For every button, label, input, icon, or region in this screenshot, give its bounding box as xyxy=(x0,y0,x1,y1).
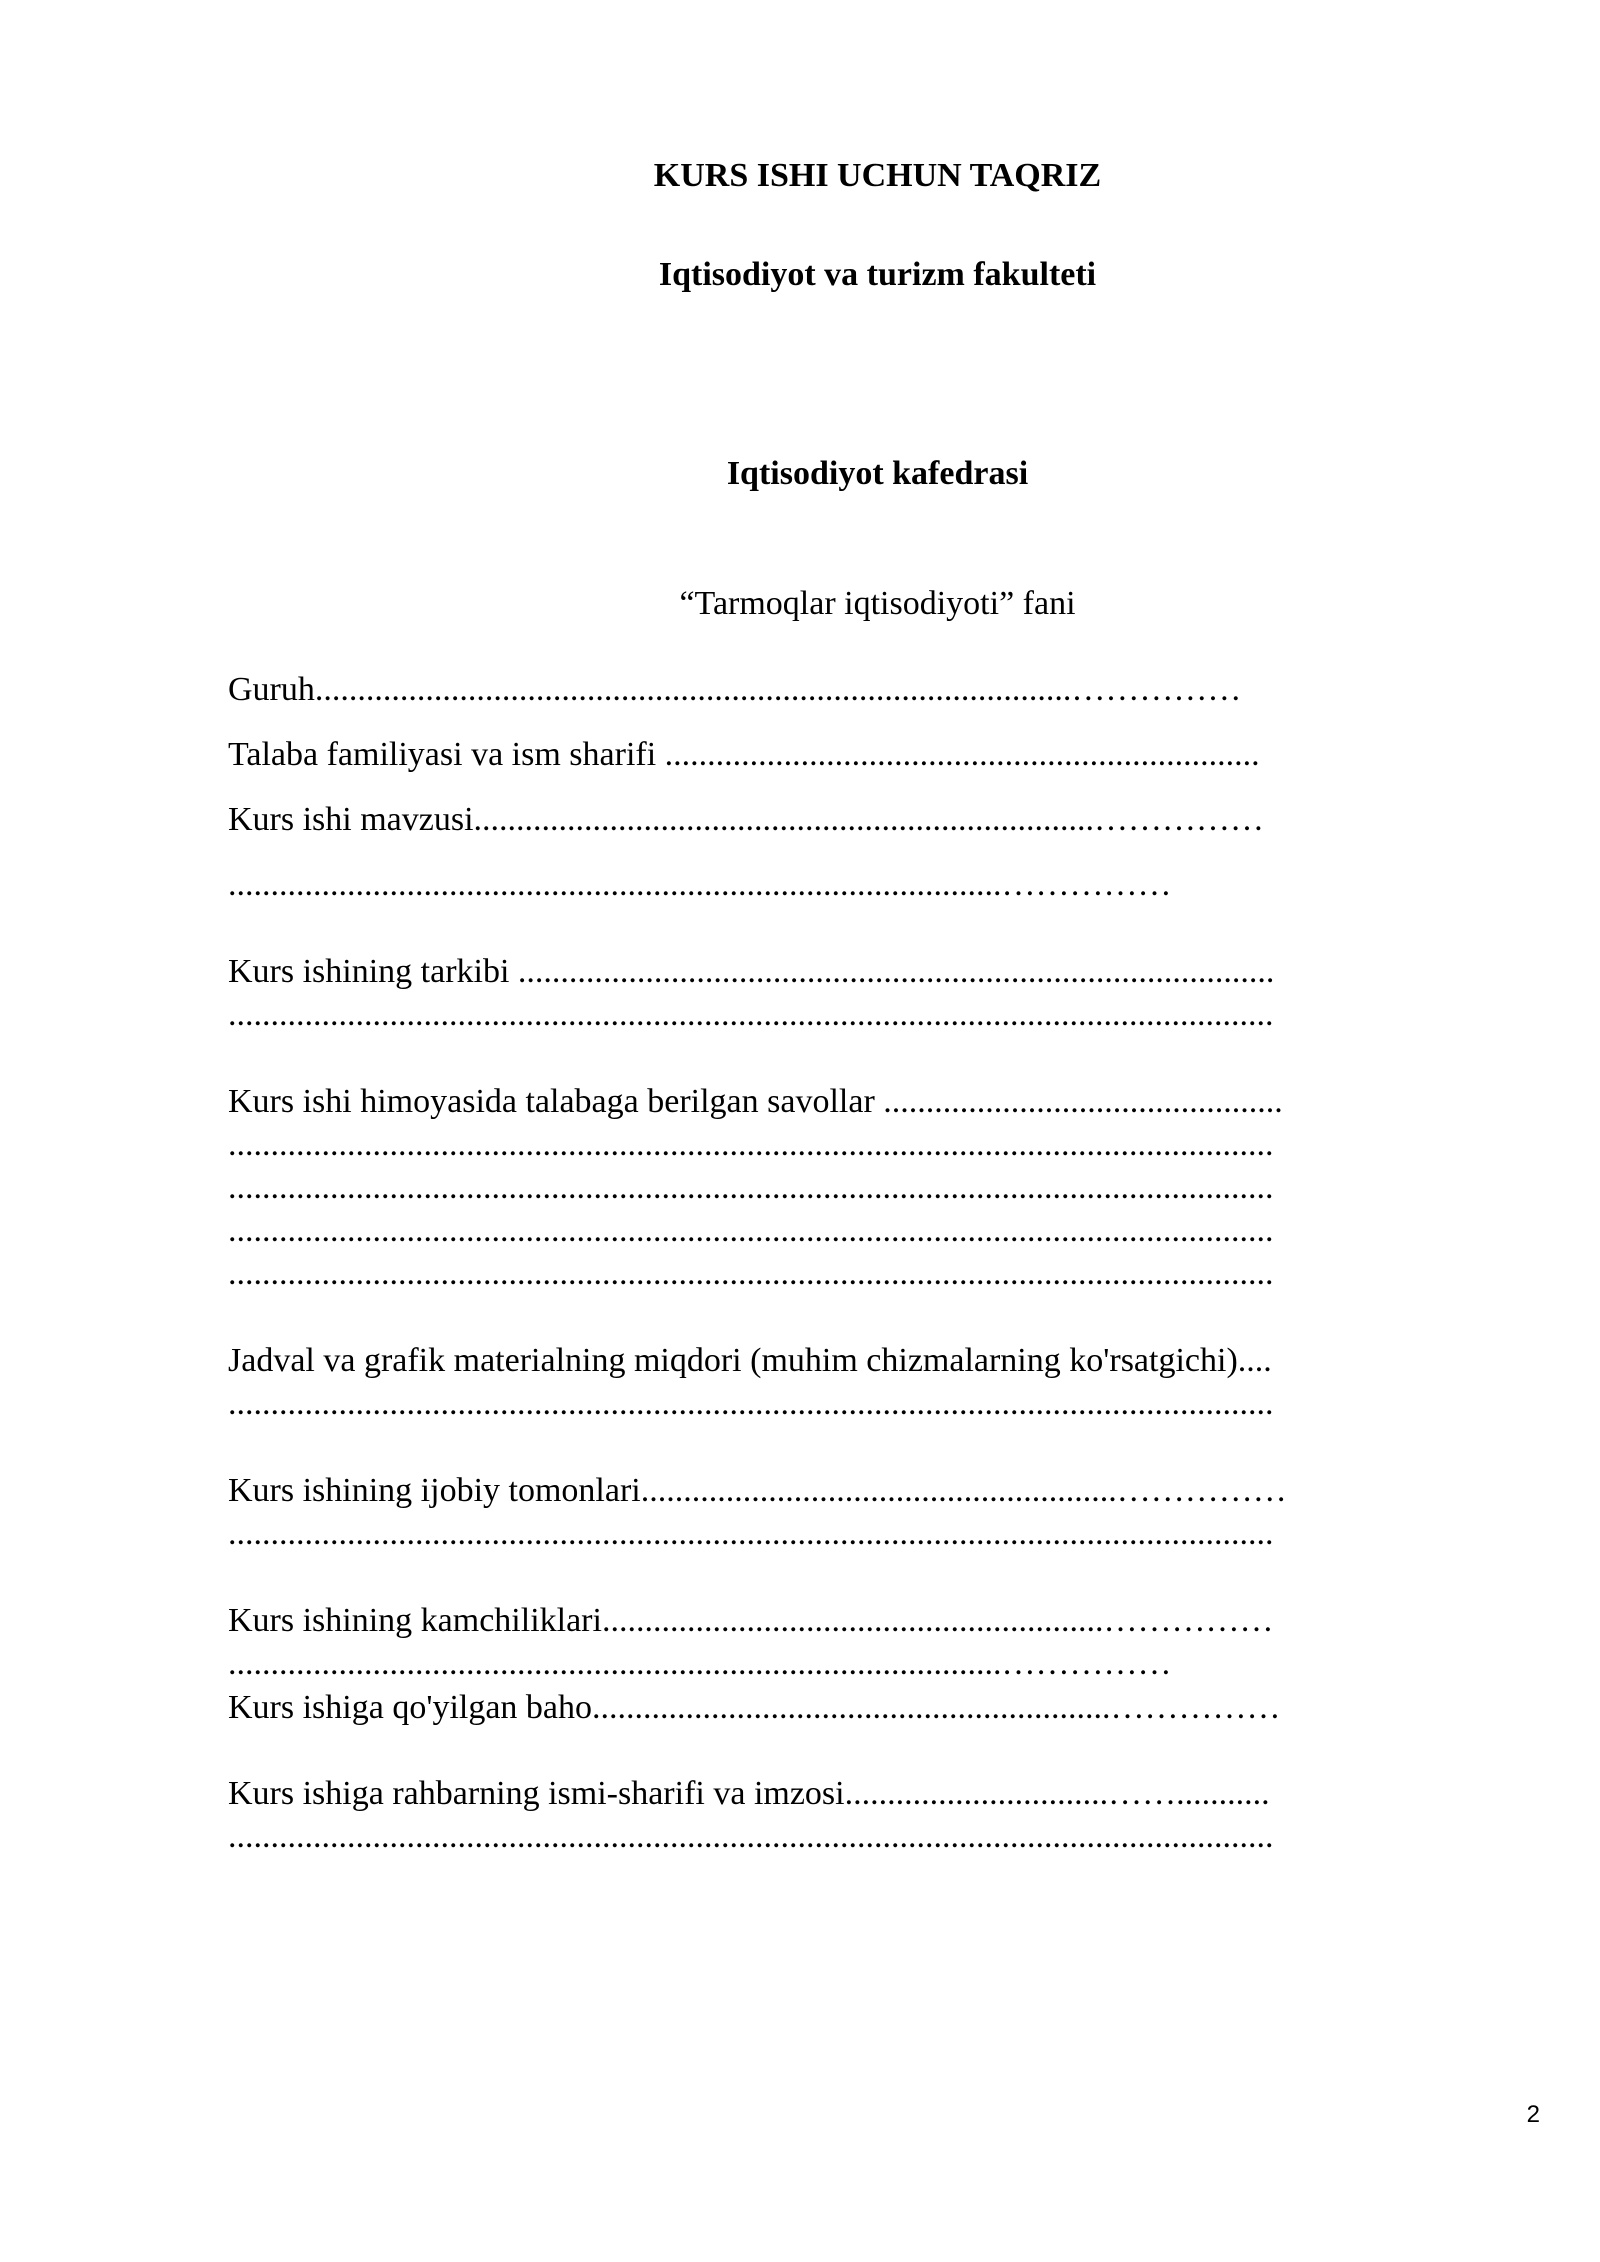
field-tables-graphics-continuation: ........................................................................................................................... xyxy=(228,1385,1274,1422)
document-title: KURS ISHI UCHUN TAQRIZ xyxy=(653,157,1102,194)
field-structure: Kurs ishining tarkibi ......................................................................................... xyxy=(228,953,1275,990)
field-defense-questions: Kurs ishi himoyasida talabaga berilgan savollar ............................................... xyxy=(228,1083,1283,1120)
field-topic-continuation: ...........................................................................................…………… xyxy=(228,866,1172,903)
field-supervisor-signature: Kurs ishiga rahbarning ismi-sharifi va imzosi...............................……........... xyxy=(228,1775,1270,1812)
field-weaknesses: Kurs ishining kamchiliklari...........................................................…………… xyxy=(228,1602,1274,1639)
field-supervisor-signature-continuation: ........................................................................................................................... xyxy=(228,1818,1274,1855)
field-defense-questions-line-4: ........................................................................................................................... xyxy=(228,1255,1274,1292)
field-group: Guruh.........................................................................................…………… xyxy=(228,671,1242,708)
field-grade: Kurs ishiga qo'yilgan baho.............................................................…………… xyxy=(228,1689,1281,1726)
field-strengths-continuation: ........................................................................................................................... xyxy=(228,1515,1274,1552)
field-weaknesses-continuation: ...........................................................................................…………… xyxy=(228,1645,1172,1682)
field-defense-questions-line-1: ........................................................................................................................... xyxy=(228,1126,1274,1163)
field-strengths: Kurs ishining ijobiy tomonlari........................................................…………… xyxy=(228,1472,1287,1509)
field-tables-graphics: Jadval va grafik materialning miqdori (muhim chizmalarning ko'rsatgichi).... xyxy=(228,1342,1272,1379)
field-student-name: Talaba familiyasi va ism sharifi ...................................................................... xyxy=(228,736,1260,773)
department-name: Iqtisodiyot kafedrasi xyxy=(726,455,1029,492)
field-structure-continuation: ........................................................................................................................... xyxy=(228,996,1274,1033)
field-defense-questions-line-3: ........................................................................................................................... xyxy=(228,1212,1274,1249)
subject-name: “Tarmoqlar iqtisodiyoti” fani xyxy=(679,585,1076,622)
faculty-name: Iqtisodiyot va turizm fakulteti xyxy=(658,256,1097,293)
page-number: 2 xyxy=(1526,2101,1540,2128)
field-topic: Kurs ishi mavzusi.........................................................................…………… xyxy=(228,801,1265,838)
field-defense-questions-line-2: ........................................................................................................................... xyxy=(228,1169,1274,1206)
